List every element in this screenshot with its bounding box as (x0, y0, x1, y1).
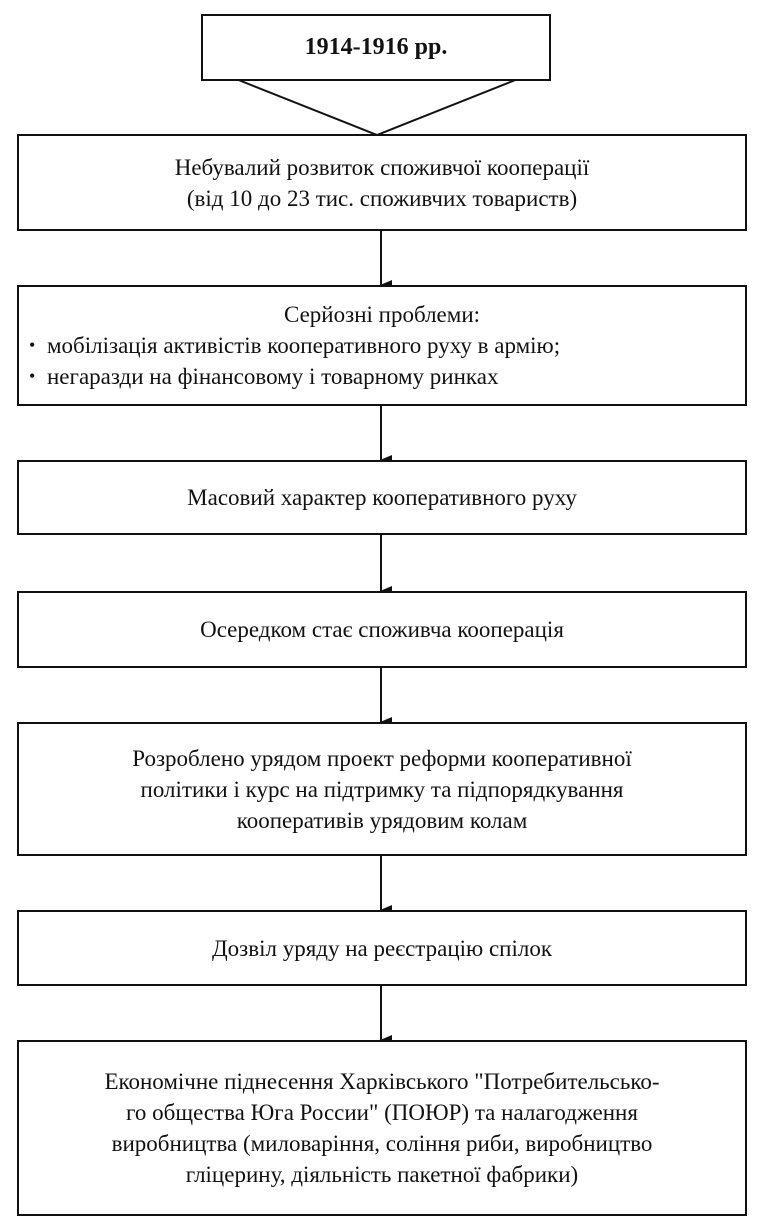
node-6-line-1: Дозвіл уряду на реєстрацію спілок (211, 935, 553, 961)
title-text: 1914-1916 рр. (304, 34, 448, 60)
title-box (201, 14, 551, 81)
node-economic-rise (17, 1040, 747, 1216)
node-4-line-1: Осередком стає споживча кооперація (200, 617, 564, 642)
node-5-line-3: кооперативів урядовим колам (236, 807, 528, 833)
node-7-line-3: виробництва (миловаріння, соління риби, виробництво (111, 1131, 653, 1156)
node-consumer-core (17, 591, 747, 668)
node-1-line-1: Небувалий розвиток споживчої кооперації (174, 154, 590, 180)
problems-list (19, 330, 560, 392)
node-2-heading: Серйозні проблеми: (283, 302, 481, 327)
node-5-line-2: політики і курс на підтримку та підпорядкування (140, 776, 624, 802)
node-serious-problems (17, 285, 747, 406)
node-1-line-2: (від 10 до 23 тис. споживчих товариств) (186, 185, 578, 211)
problem-item: • негаразди на фінансовому і товарному ринках (47, 361, 560, 392)
node-5-line-1: Розроблено урядом проект реформи кооперативної (132, 745, 632, 771)
node-3-line-1: Масовий характер кооперативного руху (187, 485, 577, 510)
problem-item: • мобілізація активістів кооперативного руху в армію; (47, 330, 560, 361)
node-government-reform (17, 722, 747, 856)
funnel-connector (236, 79, 518, 135)
node-consumer-cooperation-growth (17, 134, 747, 231)
node-union-registration (17, 910, 747, 986)
node-7-line-1: Економічне піднесення Харківського "Потребительсько- (104, 1069, 660, 1094)
node-mass-character (17, 460, 747, 535)
node-7-line-4: гліцерину, діяльність пакетної фабрики) (185, 1162, 579, 1187)
node-7-line-2: го общества Юга России" (ПОЮР) та налагодження (126, 1100, 638, 1125)
